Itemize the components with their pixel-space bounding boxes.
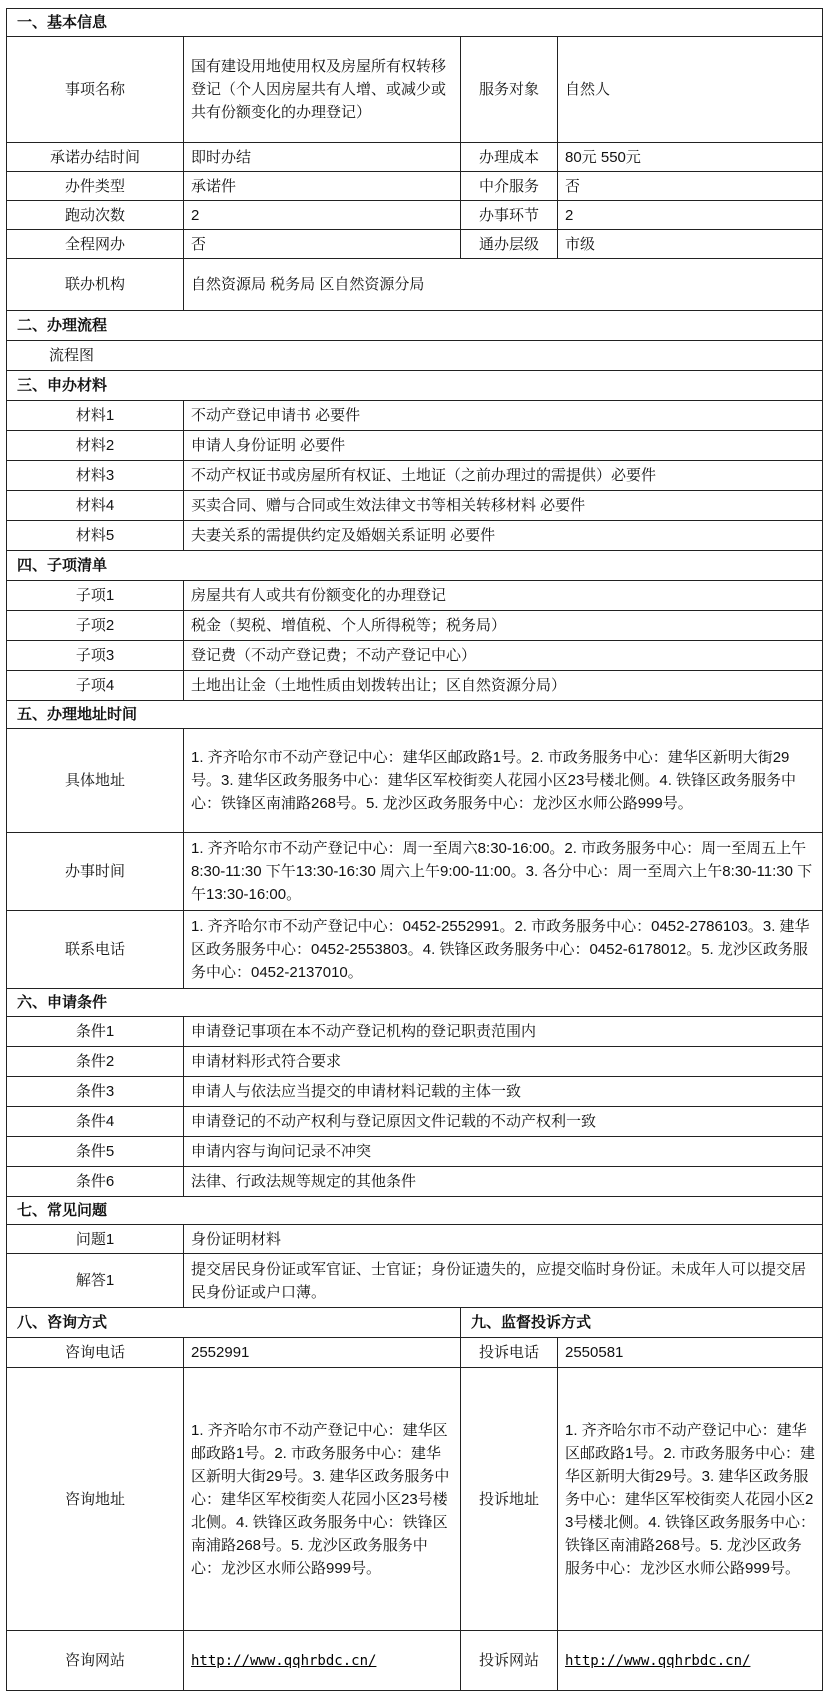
phone-value: 1. 齐齐哈尔市不动产登记中心：0452-2552991。2. 市政务服务中心：0452-2786103。3. 建华区政务服务中心：0452-2553803。4. 铁锋区政务服务中心：0452-6178012。5. 龙沙区政务服务中心：0452-2137010。 xyxy=(184,911,823,989)
material-5-value: 夫妻关系的需提供约定及婚姻关系证明 必要件 xyxy=(184,521,823,551)
condition-5-value: 申请内容与询问记录不冲突 xyxy=(184,1137,823,1167)
level-label: 通办层级 xyxy=(461,230,558,259)
item-name-value: 国有建设用地使用权及房屋所有权转移登记（个人因房屋共有人增、或减少或共有份额变化的办理登记） xyxy=(184,37,461,143)
consult-address-label: 咨询地址 xyxy=(7,1368,184,1631)
joint-agency-value: 自然资源局 税务局 区自然资源分局 xyxy=(184,259,823,311)
condition-6-value: 法律、行政法规等规定的其他条件 xyxy=(184,1167,823,1197)
complaint-phone-label: 投诉电话 xyxy=(461,1338,558,1368)
condition-2-value: 申请材料形式符合要求 xyxy=(184,1047,823,1077)
service-target-value: 自然人 xyxy=(558,37,823,143)
consult-website-label: 咨询网站 xyxy=(7,1631,184,1691)
complaint-website-label: 投诉网站 xyxy=(461,1631,558,1691)
service-target-label: 服务对象 xyxy=(461,37,558,143)
trips-label: 跑动次数 xyxy=(7,201,184,230)
material-4-value: 买卖合同、赠与合同或生效法律文书等相关转移材料 必要件 xyxy=(184,491,823,521)
material-3-label: 材料3 xyxy=(7,461,184,491)
material-4-label: 材料4 xyxy=(7,491,184,521)
condition-1-label: 条件1 xyxy=(7,1017,184,1047)
subitem-1-label: 子项1 xyxy=(7,581,184,611)
material-3-value: 不动产权证书或房屋所有权证、土地证（之前办理过的需提供）必要件 xyxy=(184,461,823,491)
condition-1-value: 申请登记事项在本不动产登记机构的登记职责范围内 xyxy=(184,1017,823,1047)
question-1-label: 问题1 xyxy=(7,1225,184,1254)
online-label: 全程网办 xyxy=(7,230,184,259)
material-1-label: 材料1 xyxy=(7,401,184,431)
section-title-faq: 七、常见问题 xyxy=(7,1197,823,1225)
subitem-2-value: 税金（契税、增值税、个人所得税等；税务局） xyxy=(184,611,823,641)
steps-label: 办事环节 xyxy=(461,201,558,230)
condition-4-label: 条件4 xyxy=(7,1107,184,1137)
section-title-basic-info: 一、基本信息 xyxy=(7,9,823,37)
section-title-subitems: 四、子项清单 xyxy=(7,551,823,581)
section-title-materials: 三、申办材料 xyxy=(7,371,823,401)
address-label: 具体地址 xyxy=(7,729,184,833)
agency-service-label: 中介服务 xyxy=(461,172,558,201)
address-value: 1. 齐齐哈尔市不动产登记中心：建华区邮政路1号。2. 市政务服务中心：建华区新明大街29号。3. 建华区政务服务中心：建华区军校街奕人花园小区23号楼北侧。4. 铁锋区政务服务中心：铁锋区南浦路268号。5. 龙沙区政务服务中心：龙沙区水师公路999号。 xyxy=(184,729,823,833)
question-1-value: 身份证明材料 xyxy=(184,1225,823,1254)
consult-website-link[interactable]: http://www.qqhrbdc.cn/ xyxy=(191,1652,377,1669)
complaint-phone-value: 2550581 xyxy=(558,1338,823,1368)
material-5-label: 材料5 xyxy=(7,521,184,551)
subitem-2-label: 子项2 xyxy=(7,611,184,641)
cost-label: 办理成本 xyxy=(461,143,558,172)
complaint-address-label: 投诉地址 xyxy=(461,1368,558,1631)
consult-phone-label: 咨询电话 xyxy=(7,1338,184,1368)
subitem-3-label: 子项3 xyxy=(7,641,184,671)
complaint-address-value: 1. 齐齐哈尔市不动产登记中心：建华区邮政路1号。2. 市政务服务中心：建华区新明大街29号。3. 建华区政务服务中心：建华区军校街奕人花园小区23号楼北侧。4. 铁锋区政务服务中心：铁锋区南浦路268号。5. 龙沙区政务服务中心：龙沙区水师公路999号。 xyxy=(558,1368,823,1631)
material-2-label: 材料2 xyxy=(7,431,184,461)
condition-3-value: 申请人与依法应当提交的申请材料记载的主体一致 xyxy=(184,1077,823,1107)
subitem-3-value: 登记费（不动产登记费；不动产登记中心） xyxy=(184,641,823,671)
case-type-label: 办件类型 xyxy=(7,172,184,201)
complaint-website-link[interactable]: http://www.qqhrbdc.cn/ xyxy=(565,1652,751,1669)
case-type-value: 承诺件 xyxy=(184,172,461,201)
subitem-4-label: 子项4 xyxy=(7,671,184,701)
item-name-label: 事项名称 xyxy=(7,37,184,143)
section-title-consultation: 八、咨询方式 xyxy=(7,1308,461,1338)
completion-time-label: 承诺办结时间 xyxy=(7,143,184,172)
hours-value: 1. 齐齐哈尔市不动产登记中心：周一至周六8:30-16:00。2. 市政务服务中心：周一至周五上午8:30-11:30 下午13:30-16:30 周六上午9:00-11:00。3. 各分中心：周一至周六上午8:30-11:30 下午13:30-16:00。 xyxy=(184,833,823,911)
condition-4-value: 申请登记的不动产权利与登记原因文件记载的不动产权利一致 xyxy=(184,1107,823,1137)
cost-value: 80元 550元 xyxy=(558,143,823,172)
material-2-value: 申请人身份证明 必要件 xyxy=(184,431,823,461)
service-info-table xyxy=(6,8,823,1691)
online-value: 否 xyxy=(184,230,461,259)
agency-service-value: 否 xyxy=(558,172,823,201)
answer-1-label: 解答1 xyxy=(7,1254,184,1308)
section-title-complaint: 九、监督投诉方式 xyxy=(461,1308,823,1338)
flowchart-label: 流程图 xyxy=(7,341,823,371)
material-1-value: 不动产登记申请书 必要件 xyxy=(184,401,823,431)
section-title-address-time: 五、办理地址时间 xyxy=(7,701,823,729)
trips-value: 2 xyxy=(184,201,461,230)
condition-5-label: 条件5 xyxy=(7,1137,184,1167)
condition-6-label: 条件6 xyxy=(7,1167,184,1197)
phone-label: 联系电话 xyxy=(7,911,184,989)
section-title-process: 二、办理流程 xyxy=(7,311,823,341)
condition-3-label: 条件3 xyxy=(7,1077,184,1107)
consult-address-value: 1. 齐齐哈尔市不动产登记中心：建华区邮政路1号。2. 市政务服务中心：建华区新明大街29号。3. 建华区政务服务中心：建华区军校街奕人花园小区23号楼北侧。4. 铁锋区政务服务中心：铁锋区南浦路268号。5. 龙沙区政务服务中心：龙沙区水师公路999号。 xyxy=(184,1368,461,1631)
condition-2-label: 条件2 xyxy=(7,1047,184,1077)
steps-value: 2 xyxy=(558,201,823,230)
hours-label: 办事时间 xyxy=(7,833,184,911)
consult-phone-value: 2552991 xyxy=(184,1338,461,1368)
subitem-4-value: 土地出让金（土地性质由划拨转出让；区自然资源分局） xyxy=(184,671,823,701)
answer-1-value: 提交居民身份证或军官证、士官证；身份证遗失的，应提交临时身份证。未成年人可以提交居民身份证或户口薄。 xyxy=(184,1254,823,1308)
section-title-conditions: 六、申请条件 xyxy=(7,989,823,1017)
completion-time-value: 即时办结 xyxy=(184,143,461,172)
joint-agency-label: 联办机构 xyxy=(7,259,184,311)
level-value: 市级 xyxy=(558,230,823,259)
subitem-1-value: 房屋共有人或共有份额变化的办理登记 xyxy=(184,581,823,611)
